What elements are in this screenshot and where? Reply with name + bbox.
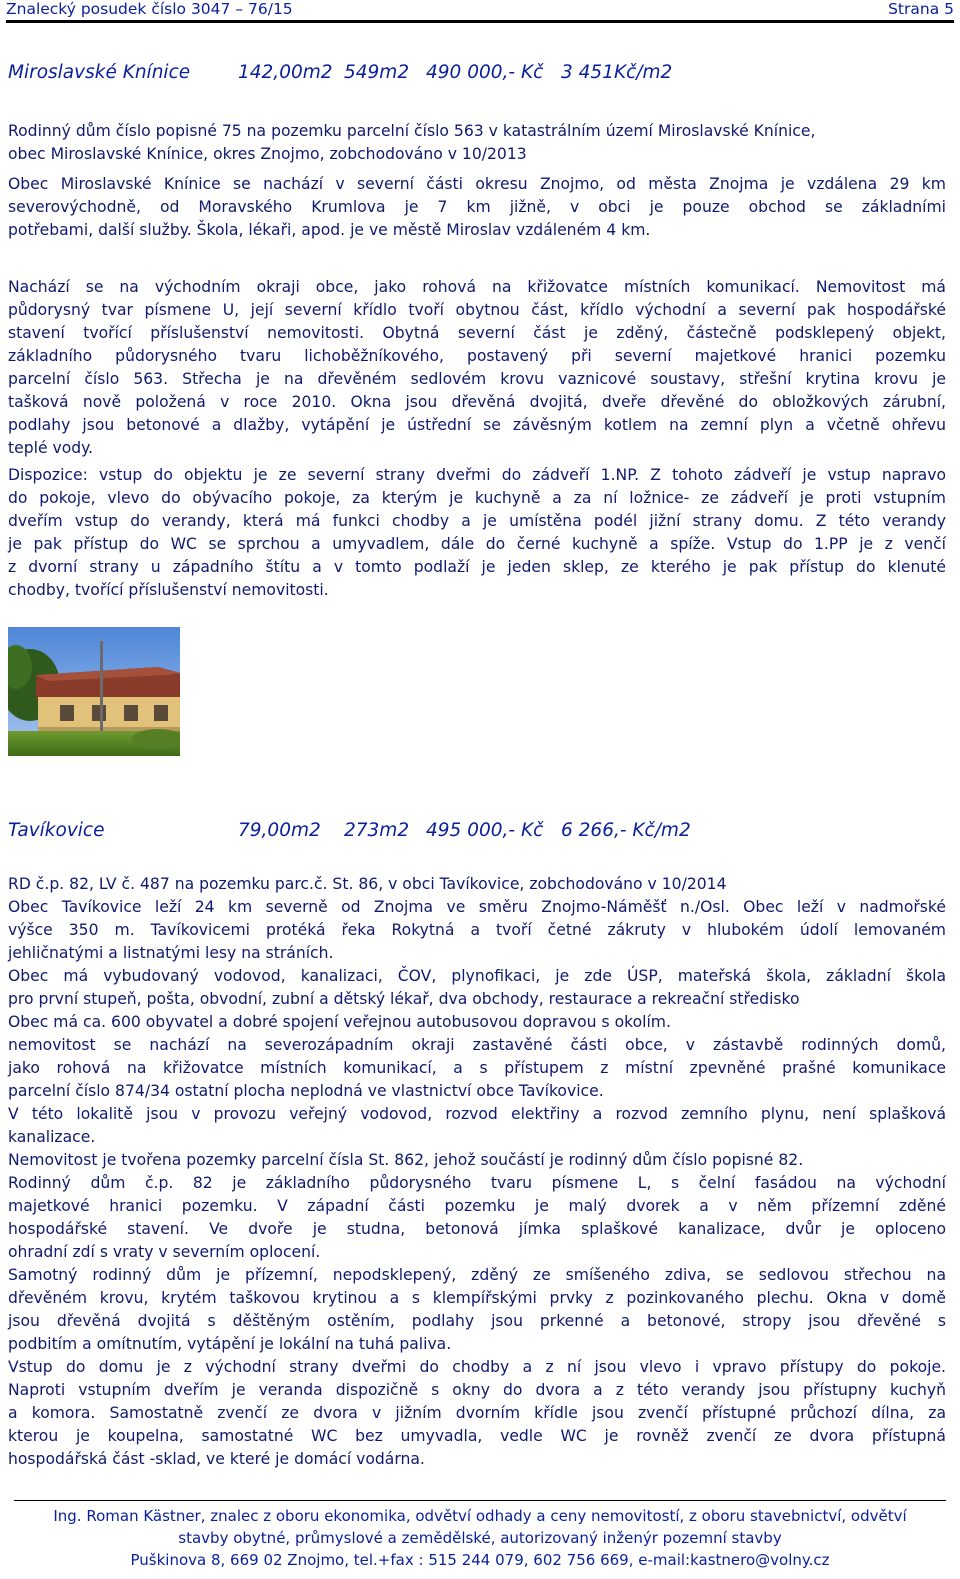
section2-unit-price: 6 266,- Kč/m2	[561, 820, 691, 841]
text-line: kanalizace.	[8, 1128, 96, 1146]
section1-name: Miroslavské Knínice	[8, 62, 191, 83]
section1-paragraph-location	[8, 173, 946, 242]
text-line: chodby, tvořící příslušenství nemovitosti.	[8, 581, 329, 599]
text-line: Obec Miroslavské Knínice se nachází v severní části okresu Znojmo, od města Znojma je vzdálena 29 km	[8, 175, 946, 193]
page-number: Strana 5	[888, 0, 954, 18]
text-line: jsou dřevěná dvojitá s děštěným ostěním, podlahy jsou prkenné a betonové, stropy jsou dřevěné s	[8, 1312, 946, 1330]
text-line: je pak přístup do WC se sprchou a umyvadlem, dále do černé kuchyně a spíže. Vstup do 1.PP je z venčí	[8, 535, 946, 553]
text-line: pro první stupeň, pošta, obvodní, zubní a dětský lékař, dva obchody, restaurace a rekreační středisko	[8, 990, 800, 1008]
text-line: Dispozice: vstup do objektu je ze severní strany dveřmi do zádveří 1.NP. Z tohoto zádveří je vstup napravo	[8, 466, 946, 484]
section2-paragraph	[8, 873, 946, 1471]
text-line: severovýchodně, od Moravského Krumlova je 7 km jižně, v obci je pouze obchod se základními	[8, 198, 946, 216]
text-line: teplé vody.	[8, 439, 94, 457]
text-line: výšce 350 m. Tavíkovicemi protéká řeka Rokytná a tvoří četné zákruty v hlubokém údolí lemovaném	[8, 921, 946, 939]
text-line: Obec Tavíkovice leží 24 km severně od Znojma ve směru Znojmo-Náměšť n./Osl. Obec leží v nadmořské	[8, 898, 946, 916]
text-line: Nachází se na východním okraji obce, jako rohová na křižovatce místních komunikací. Nemovitost má	[8, 278, 946, 296]
section1-paragraph-description	[8, 276, 946, 460]
header-rule	[6, 20, 954, 23]
text-line: parcelní číslo 874/34 ostatní plocha neplodná ve vlastnictví obce Tavíkovice.	[8, 1082, 604, 1100]
text-line: jehličnatými a listnatými lesy na stráních.	[8, 944, 334, 962]
text-line: Rodinný dům číslo popisné 75 na pozemku parcelní číslo 563 v katastrálním území Miroslavské Knínice,	[8, 122, 816, 140]
text-line: Obec má vybudovaný vodovod, kanalizaci, ČOV, plynofikaci, je zde ÚSP, mateřská škola, základní škola	[8, 967, 946, 985]
text-line: nemovitost se nachází na severozápadním okraji zastavěné části obce, v zástavbě rodinných domů,	[8, 1036, 946, 1054]
text-line: podbitím a omítnutím, vytápění je lokální na tuhá paliva.	[8, 1335, 452, 1353]
house-photo	[8, 627, 180, 756]
text-line: Naproti vstupním dveřím je veranda dispozičně s okny do dvora a z této verandy jsou přístupny kuchyň	[8, 1381, 946, 1399]
text-line: hospodářská část -sklad, ve které je domácí vodárna.	[8, 1450, 425, 1468]
text-line: dveřím vstup do verandy, která má funkci chodby a je umístěna podél jižní strany domu. Z této verandy	[8, 512, 946, 530]
text-line: Rodinný dům č.p. 82 je základního půdorysného tvaru písmene L, s čelní fasádou na východní	[8, 1174, 946, 1192]
text-line: Obec má ca. 600 obyvatel a dobré spojení veřejnou autobusovou dopravou s okolím.	[8, 1013, 671, 1031]
text-line: podlahy jsou betonové a dlažby, vytápění je ústřední se závěsným kotlem na zemní plyn a včetně ohřevu	[8, 416, 946, 434]
section1-unit-price: 3 451Kč/m2	[561, 62, 673, 83]
text-line: z dvorní strany u západního štítu a v tomto podlaží je jeden sklep, ze kterého je pak přístup do klenuté	[8, 558, 946, 576]
page-footer	[0, 1505, 960, 1571]
text-line: potřebami, další služby. Škola, lékaři, apod. je ve městě Miroslav vzdáleném 4 km.	[8, 221, 651, 239]
text-line: tašková nově položená v roce 2010. Okna jsou dřevěná dvojitá, dveře dřevěné do obložkových zárubní,	[8, 393, 946, 411]
section1-paragraph-intro	[8, 120, 946, 166]
page-header	[6, 0, 954, 20]
section2-name: Tavíkovice	[8, 820, 105, 841]
text-line: kterou je koupelna, samostatné WC bez umyvadla, vedle WC je rovněž zvenčí ze dvora přístupná	[8, 1427, 946, 1445]
text-line: dřevěném krovu, krytém taškovou krytinou a s klempířskými prvky z pozinkovaného plechu. Okna v domě	[8, 1289, 946, 1307]
footer-rule	[14, 1500, 946, 1501]
text-line: půdorysný tvar písmene U, její severní křídlo tvoří obytnou část, křídlo východní a severní pak hospodářské	[8, 301, 946, 319]
text-line: Nemovitost je tvořena pozemky parcelní čísla St. 862, jehož součástí je rodinný dům číslo popisné 82.	[8, 1151, 804, 1169]
text-line: hospodářské stavení. Ve dvoře je studna, betonová jímka splaškové kanalizace, dvůr je oploceno	[8, 1220, 946, 1238]
text-line: do pokoje, vlevo do obývacího pokoje, za kterým je kuchyně a za ní ložnice- ze zádveří je proti vstupním	[8, 489, 946, 507]
section1-area-built: 142,00m2	[238, 62, 333, 83]
text-line: jako rohová na křižovatce místních komunikací, a s přístupem z místní zpevněné prašné komunikace	[8, 1059, 946, 1077]
section1-price: 490 000,- Kč	[426, 62, 544, 83]
section2-area-built: 79,00m2	[238, 820, 321, 841]
text-line: a komora. Samostatně zvenčí ze dvora v jižním dvorním křídle jsou zvenčí přístupné průchozí dílna, za	[8, 1404, 946, 1422]
section2-price: 495 000,- Kč	[426, 820, 544, 841]
text-line: stavení tvořící příslušenství nemovitosti. Obytná severní část je zděný, částečně podsklepený objekt,	[8, 324, 946, 342]
text-line: V této lokalitě jsou v provozu veřejný vodovod, rozvod elektřiny a rozvod zemního plynu, není splašková	[8, 1105, 946, 1123]
text-line: Samotný rodinný dům je přízemní, nepodsklepený, zděný ze smíšeného zdiva, se sedlovou střechou na	[8, 1266, 946, 1284]
text-line: RD č.p. 82, LV č. 487 na pozemku parc.č. St. 86, v obci Tavíkovice, zobchodováno v 10/2014	[8, 875, 727, 893]
footer-line-contact: Puškinova 8, 669 02 Znojmo, tel.+fax : 515 244 079, 602 756 669, e-mail:kastnero@volny.cz	[130, 1551, 830, 1569]
section1-paragraph-layout	[8, 464, 946, 602]
text-line: Vstup do domu je z východní strany dveřmi do chodby a z ní jsou vlevo i vpravo přístupy do pokoje.	[8, 1358, 946, 1376]
section1-area-plot: 549m2	[344, 62, 410, 83]
text-line: majetkové hranici pozemku. V západní části pozemku je malý dvorek a v něm přízemní zděné	[8, 1197, 946, 1215]
footer-line-qualification: stavby obytné, průmyslové a zemědělské, autorizovaný inženýr pozemní stavby	[178, 1529, 782, 1547]
text-line: ohradní zdí s vraty v severním oplocení.	[8, 1243, 321, 1261]
footer-line-author: Ing. Roman Kästner, znalec z oboru ekonomika, odvětví odhady a ceny nemovitostí, z oboru stavebnictví, odvětví	[53, 1507, 907, 1525]
house-photo-image	[8, 627, 180, 756]
text-line: obec Miroslavské Knínice, okres Znojmo, zobchodováno v 10/2013	[8, 145, 527, 163]
text-line: parcelní číslo 563. Střecha je na dřevěném sedlovém krovu vaznicové soustavy, střešní krytina krovu je	[8, 370, 946, 388]
text-line: základního půdorysného tvaru lichoběžníkového, postavený při severní majetkové hranici pozemku	[8, 347, 946, 365]
document-number: Znalecký posudek číslo 3047 – 76/15	[6, 0, 293, 18]
section2-area-plot: 273m2	[344, 820, 410, 841]
